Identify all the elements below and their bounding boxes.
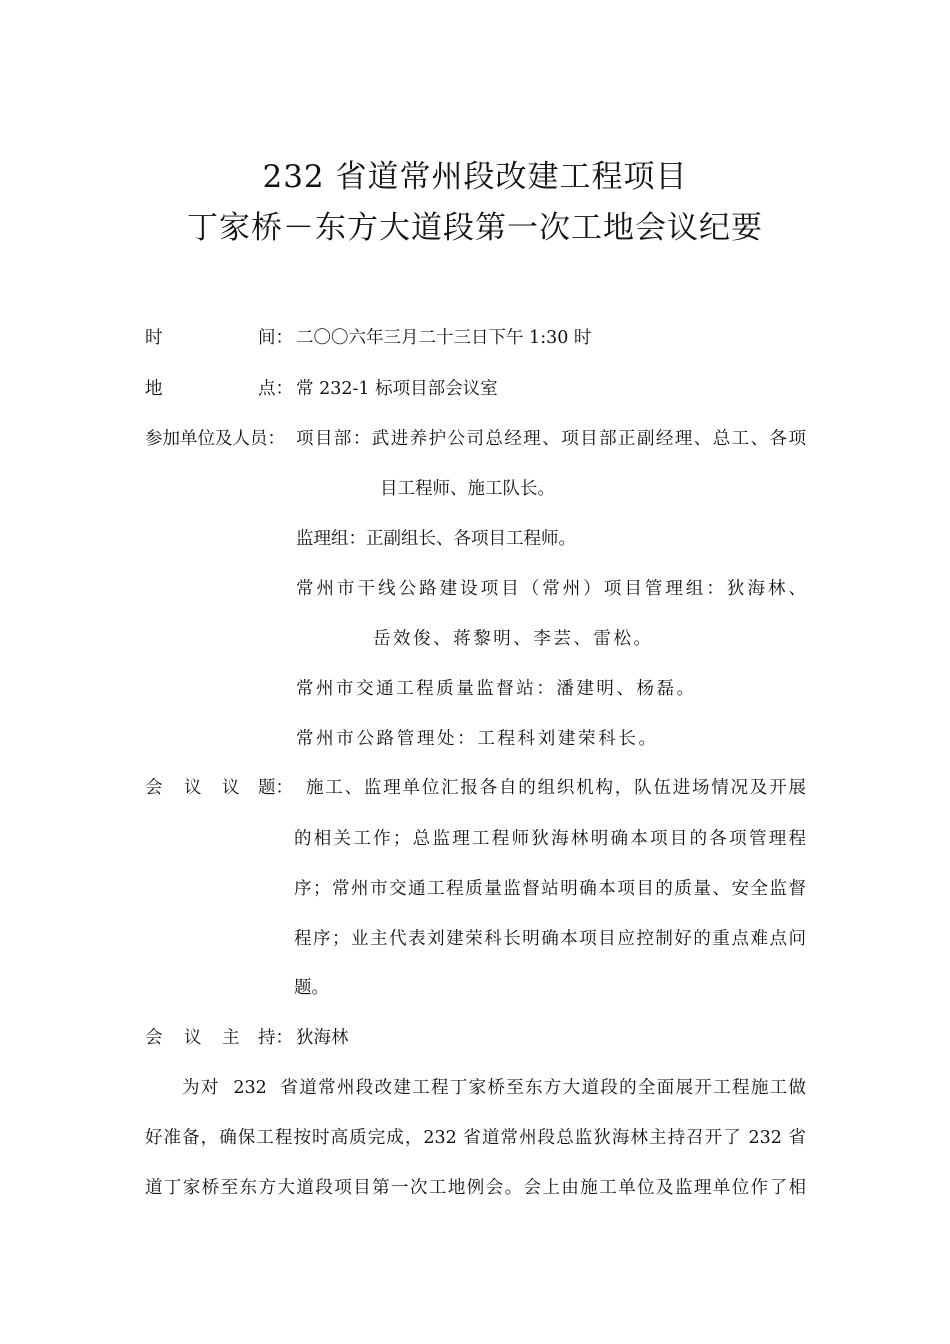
host-label-char2: 议 (184, 1028, 202, 1048)
attendees-line7: 常州市公路管理处：工程科刘建荣科长。 (296, 729, 656, 749)
topics-label-char3: 议 (222, 778, 240, 798)
attendees-line3: 监理组：正副组长、各项目工程师。 (296, 529, 576, 549)
host-label-char1: 会 (145, 1028, 163, 1048)
attendees-line4: 常州市干线公路建设项目（常州）项目管理组：狄海林、 (296, 579, 806, 599)
topics-line3: 序；常州市交通工程质量监督站明确本项目的质量、安全监督 (294, 879, 806, 899)
topics-label-char4: 题： (258, 778, 293, 798)
topics-line2: 的相关工作；总监理工程师狄海林明确本项目的各项管理程 (294, 829, 806, 849)
attendees-line6: 常州市交通工程质量监督站：潘建明、杨磊。 (296, 679, 694, 699)
topics-label-char1: 会 (145, 778, 163, 798)
host-value: 狄海林 (296, 1028, 349, 1048)
time-label-char2: 间： (258, 328, 293, 348)
document-title-line2: 丁家桥－东方大道段第一次工地会议纪要 (187, 210, 763, 246)
topics-line1: 施工、监理单位汇报各自的组织机构，队伍进场情况及开展 (306, 778, 806, 798)
attendees-line1: 项目部：武进养护公司总经理、项目部正副经理、总工、各项 (296, 429, 806, 449)
attendees-line2: 目工程师、施工队长。 (380, 479, 555, 499)
topics-line4: 程序；业主代表刘建荣科长明确本项目应控制好的重点难点问 (294, 929, 806, 949)
body-line2: 好准备，确保工程按时高质完成，232 省道常州段总监狄海林主持召开了 232 省 (145, 1128, 806, 1148)
host-label-char4: 持： (258, 1028, 293, 1048)
body-line3: 道丁家桥至东方大道段项目第一次工地例会。会上由施工单位及监理单位作了相 (145, 1178, 806, 1198)
time-value: 二〇〇六年三月二十三日下午 1:30 时 (296, 328, 592, 348)
body-line1: 为对 232 省道常州段改建工程丁家桥至东方大道段的全面展开工程施工做 (182, 1078, 806, 1098)
document-title-line1: 232 省道常州段改建工程项目 (262, 159, 688, 195)
topics-line5: 题。 (294, 978, 329, 998)
attendees-line5: 岳效俊、蒋黎明、李芸、雷松。 (373, 629, 651, 649)
place-label-char1: 地 (145, 379, 163, 399)
host-label-char3: 主 (222, 1028, 240, 1048)
topics-label-char2: 议 (184, 778, 202, 798)
place-value: 常 232-1 标项目部会议室 (296, 379, 498, 399)
place-label-char2: 点： (258, 379, 293, 399)
time-label-char1: 时 (145, 328, 163, 348)
attendees-label: 参加单位及人员： (145, 429, 285, 449)
